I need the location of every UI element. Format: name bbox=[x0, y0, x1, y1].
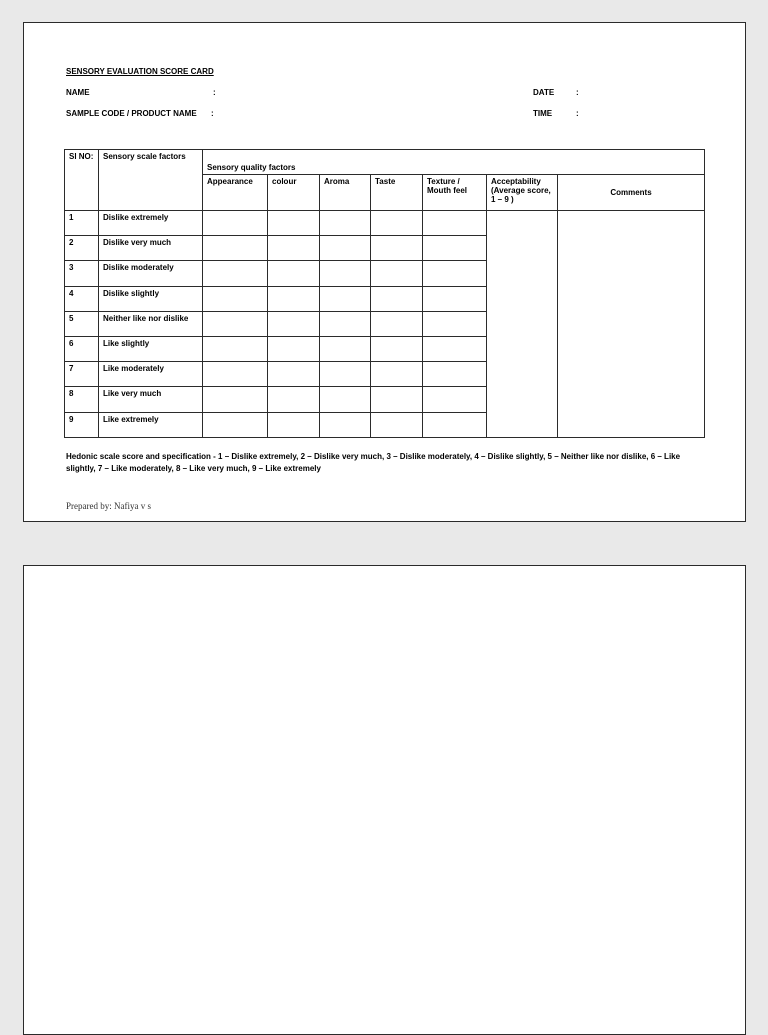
colour-score-cell[interactable] bbox=[268, 211, 320, 236]
taste-score-cell[interactable] bbox=[371, 387, 423, 412]
sample-code-label: SAMPLE CODE / PRODUCT NAME bbox=[66, 109, 197, 118]
taste-score-cell[interactable] bbox=[371, 261, 423, 286]
texture-score-cell[interactable] bbox=[423, 336, 487, 361]
name-label: NAME bbox=[66, 88, 90, 97]
comments-header: Comments bbox=[558, 175, 705, 211]
appearance-score-cell[interactable] bbox=[203, 211, 268, 236]
date-label: DATE bbox=[533, 88, 555, 97]
taste-score-cell[interactable] bbox=[371, 311, 423, 336]
appearance-score-cell[interactable] bbox=[203, 362, 268, 387]
row-scale-factor: Like slightly bbox=[99, 336, 203, 361]
aroma-score-cell[interactable] bbox=[320, 311, 371, 336]
comments-cell[interactable] bbox=[558, 211, 705, 438]
appearance-header: Appearance bbox=[203, 175, 268, 211]
row-number: 9 bbox=[65, 412, 99, 437]
sino-header: Sl NO: bbox=[65, 150, 99, 211]
row-number: 5 bbox=[65, 311, 99, 336]
texture-score-cell[interactable] bbox=[423, 311, 487, 336]
appearance-score-cell[interactable] bbox=[203, 236, 268, 261]
row-scale-factor: Dislike extremely bbox=[99, 211, 203, 236]
taste-score-cell[interactable] bbox=[371, 362, 423, 387]
row-scale-factor: Like moderately bbox=[99, 362, 203, 387]
score-card-page bbox=[23, 22, 746, 522]
aroma-score-cell[interactable] bbox=[320, 261, 371, 286]
texture-score-cell[interactable] bbox=[423, 211, 487, 236]
appearance-score-cell[interactable] bbox=[203, 311, 268, 336]
prepared-by: Prepared by: Nafiya v s bbox=[66, 501, 151, 511]
taste-score-cell[interactable] bbox=[371, 412, 423, 437]
texture-header: Texture / Mouth feel bbox=[423, 175, 487, 211]
colour-score-cell[interactable] bbox=[268, 336, 320, 361]
aroma-score-cell[interactable] bbox=[320, 236, 371, 261]
appearance-score-cell[interactable] bbox=[203, 261, 268, 286]
row-number: 2 bbox=[65, 236, 99, 261]
acceptability-header: Acceptability (Average score, 1 – 9 ) bbox=[487, 175, 558, 211]
row-number: 6 bbox=[65, 336, 99, 361]
row-number: 4 bbox=[65, 286, 99, 311]
texture-score-cell[interactable] bbox=[423, 286, 487, 311]
time-label: TIME bbox=[533, 109, 553, 118]
texture-score-cell[interactable] bbox=[423, 387, 487, 412]
hedonic-scale-note: Hedonic scale score and specification - 1 – Dislike extremely, 2 – Dislike very much, 3 – Dislike moderately, 4 – Dislike slightly, 5 – Neither like nor dislike, 6 – Like slightly, 7 – Like moderately, 8 – Like very much, 9 – Like extremely bbox=[66, 452, 681, 473]
texture-score-cell[interactable] bbox=[423, 412, 487, 437]
row-scale-factor: Dislike very much bbox=[99, 236, 203, 261]
taste-score-cell[interactable] bbox=[371, 286, 423, 311]
aroma-score-cell[interactable] bbox=[320, 336, 371, 361]
time-colon: : bbox=[576, 109, 579, 118]
taste-score-cell[interactable] bbox=[371, 211, 423, 236]
taste-score-cell[interactable] bbox=[371, 236, 423, 261]
colour-score-cell[interactable] bbox=[268, 362, 320, 387]
form-title: SENSORY EVALUATION SCORE CARD bbox=[66, 67, 214, 76]
texture-score-cell[interactable] bbox=[423, 236, 487, 261]
row-number: 1 bbox=[65, 211, 99, 236]
aroma-score-cell[interactable] bbox=[320, 211, 371, 236]
taste-header: Taste bbox=[371, 175, 423, 211]
colour-header: colour bbox=[268, 175, 320, 211]
texture-score-cell[interactable] bbox=[423, 362, 487, 387]
aroma-header: Aroma bbox=[320, 175, 371, 211]
texture-score-cell[interactable] bbox=[423, 261, 487, 286]
colour-score-cell[interactable] bbox=[268, 261, 320, 286]
scale-factors-header: Sensory scale factors bbox=[99, 150, 203, 211]
appearance-score-cell[interactable] bbox=[203, 387, 268, 412]
table-row bbox=[65, 211, 705, 236]
aroma-score-cell[interactable] bbox=[320, 286, 371, 311]
row-scale-factor: Dislike moderately bbox=[99, 261, 203, 286]
colour-score-cell[interactable] bbox=[268, 236, 320, 261]
aroma-score-cell[interactable] bbox=[320, 362, 371, 387]
name-colon: : bbox=[213, 88, 216, 97]
colour-score-cell[interactable] bbox=[268, 387, 320, 412]
appearance-score-cell[interactable] bbox=[203, 286, 268, 311]
appearance-score-cell[interactable] bbox=[203, 412, 268, 437]
score-table bbox=[64, 149, 705, 438]
row-scale-factor: Like very much bbox=[99, 387, 203, 412]
row-scale-factor: Like extremely bbox=[99, 412, 203, 437]
colour-score-cell[interactable] bbox=[268, 311, 320, 336]
quality-factors-header: Sensory quality factors bbox=[203, 150, 705, 175]
sample-code-colon: : bbox=[211, 109, 214, 118]
colour-score-cell[interactable] bbox=[268, 286, 320, 311]
date-colon: : bbox=[576, 88, 579, 97]
colour-score-cell[interactable] bbox=[268, 412, 320, 437]
row-scale-factor: Dislike slightly bbox=[99, 286, 203, 311]
acceptability-cell[interactable] bbox=[487, 211, 558, 438]
row-number: 3 bbox=[65, 261, 99, 286]
appearance-score-cell[interactable] bbox=[203, 336, 268, 361]
aroma-score-cell[interactable] bbox=[320, 412, 371, 437]
row-number: 7 bbox=[65, 362, 99, 387]
taste-score-cell[interactable] bbox=[371, 336, 423, 361]
row-scale-factor: Neither like nor dislike bbox=[99, 311, 203, 336]
aroma-score-cell[interactable] bbox=[320, 387, 371, 412]
row-number: 8 bbox=[65, 387, 99, 412]
blank-page bbox=[23, 565, 746, 1035]
